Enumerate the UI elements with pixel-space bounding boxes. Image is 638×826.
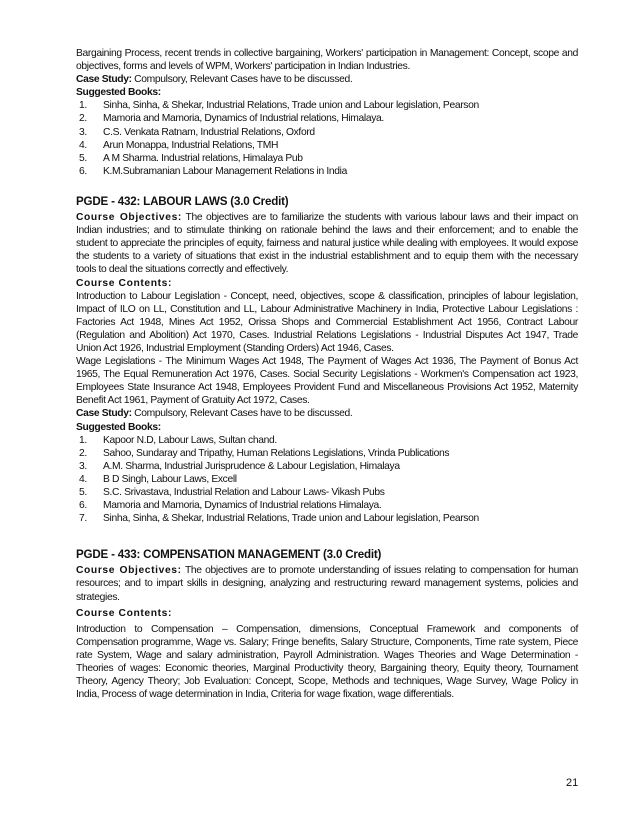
book-text: B D Singh, Labour Laws, Excell	[103, 473, 237, 485]
list-item	[76, 112, 578, 125]
list-number: 7.	[79, 513, 87, 525]
list-item	[76, 152, 578, 165]
list-number: 4.	[79, 139, 87, 151]
book-text: A M Sharma. Industrial relations, Himalaya Pub	[103, 152, 303, 164]
course-contents-paragraph: Introduction to Compensation – Compensation, dimensions, Conceptual Framework and components of Compensation programme, Wage vs. Salary; Fringe benefits, Salary Structure, Components, Time rate system, Piece rate System, Wage and salary administration, Payroll Administration. Wages Theories and Wage Determination - Theories of wages: Economic theories, Marginal Productivity theory, Bargaining theory, Equity theory, Tournament Theory, Agency Theory; Job Evaluation: Concept, Scope, Methods and techniques, Wage Survey, Wage Policy in India, Process of wage determination in India, Criteria for wage fixation, wage differentials.	[76, 623, 578, 701]
book-text: A.M. Sharma, Industrial Jurisprudence & Labour Legislation, Himalaya	[103, 460, 400, 472]
list-number: 5.	[79, 487, 87, 498]
list-number: 2.	[79, 447, 87, 459]
section-title-labour-laws: PGDE - 432: LABOUR LAWS (3.0 Credit)	[76, 194, 289, 208]
list-item	[76, 460, 578, 473]
course-objectives	[76, 211, 578, 276]
list-item	[76, 434, 578, 447]
list-item	[76, 447, 578, 460]
book-text: Sahoo, Sundaray and Tripathy, Human Relations Legislations, Vrinda Publications	[103, 447, 450, 459]
course-objectives-text: The objectives are to familiarize the students with various labour laws and their impact on Indian industries; and to stimulate thinking on rationale behind the laws and their enforcement; and to enable the student to appreciate the principles of equity, fairness and natural justice while dealing with employees. It would expose the students to a variety of situations that exist in the industrial establishment and to equip them with the necessary tools to deal the situations correctly and effectively.	[76, 212, 578, 276]
list-item	[76, 486, 578, 499]
suggested-books-label: Suggested Books:	[76, 87, 161, 99]
course-contents-paragraph: Wage Legislations - The Minimum Wages Act 1948, The Payment of Wages Act 1936, The Payment of Bonus Act 1965, The Equal Remuneration Act 1976, Cases. Social Security Legislations - Workmen's Compensation act 1923, Employees State Insurance Act 1948, Employees Provident Fund and Miscellaneous Provisions Act 1952, Maternity Benefit Act 1961, Payment of Gratuity Act 1972, Cases.	[76, 356, 578, 407]
case-study-line	[76, 73, 578, 86]
book-text: S.C. Srivastava, Industrial Relation and Labour Laws- Vikash Pubs	[103, 487, 385, 498]
course-objectives-label: Course Objectives:	[76, 212, 182, 224]
course-contents-label: Course Contents:	[76, 277, 172, 289]
list-number: 3.	[79, 460, 87, 472]
list-number: 3.	[79, 126, 87, 138]
book-text: Mamoria and Mamoria, Dynamics of Industrial relations, Himalaya.	[103, 113, 384, 125]
course-contents-label: Course Contents:	[76, 607, 172, 619]
list-item	[76, 499, 578, 512]
case-study-label: Case Study:	[76, 74, 132, 86]
page-number: 21	[566, 777, 579, 789]
book-text: Sinha, Sinha, & Shekar, Industrial Relations, Trade union and Labour legislation, Pearson	[103, 513, 479, 525]
list-item	[76, 139, 578, 152]
list-item	[76, 126, 578, 139]
course-objectives-text: The objectives are to promote understanding of issues relating to compensation for human resources; and to impart skills in designing, analyzing and restructuring reward management systems, policies and strategies.	[76, 565, 579, 603]
book-text: Sinha, Sinha, & Shekar, Industrial Relations, Trade union and Labour legislation, Pearson	[103, 100, 479, 112]
intro-paragraph: Bargaining Process, recent trends in collective bargaining, Workers' participation in Management: Concept, scope and objectives, forms and levels of WPM, Workers' participation in Indian Industries.	[76, 48, 578, 73]
list-number: 6.	[79, 500, 87, 512]
case-study-line	[76, 407, 578, 420]
case-study-text: Compulsory, Relevant Cases have to be discussed.	[131, 74, 353, 86]
book-text: K.M.Subramanian Labour Management Relations in India	[103, 165, 347, 177]
course-objectives-label: Course Objectives:	[76, 565, 182, 577]
list-number: 4.	[79, 473, 87, 485]
list-number: 1.	[79, 100, 87, 112]
book-text: C.S. Venkata Ratnam, Industrial Relations, Oxford	[103, 126, 315, 138]
course-objectives	[76, 564, 578, 603]
course-contents-paragraph: Introduction to Labour Legislation - Concept, need, objectives, scope & classification, principles of labour legislation, Impact of ILO on LL, Constitution and LL, Labour Administrative Machinery in India, Protective Labour Legislations : Factories Act 1948, Mines Act 1952, Orissa Shops and Commercial Establishment Act 1956, Contract Labour (Regulation and Abolition) Act 1970, Cases. Industrial Relations Legislations - Industrial Disputes Act 1947, Trade Union Act 1926, Industrial Employment (Standing Orders) Act 1946, Cases.	[76, 290, 578, 354]
suggested-books-label: Suggested Books:	[76, 421, 161, 433]
suggested-books-list	[76, 434, 578, 526]
page-content	[76, 47, 578, 701]
section-title-compensation: PGDE - 433: COMPENSATION MANAGEMENT (3.0 Credit)	[76, 548, 382, 562]
list-number: 2.	[79, 113, 87, 125]
list-item	[76, 512, 578, 525]
list-number: 6.	[79, 165, 87, 177]
suggested-books-list	[76, 99, 578, 178]
book-text: Arun Monappa, Industrial Relations, TMH	[103, 139, 279, 151]
case-study-label: Case Study:	[76, 408, 132, 420]
list-item	[76, 99, 578, 112]
book-text: Kapoor N.D, Labour Laws, Sultan chand.	[103, 434, 277, 446]
list-number: 5.	[79, 152, 87, 164]
case-study-text: Compulsory, Relevant Cases have to be discussed.	[131, 408, 353, 420]
list-item	[76, 165, 578, 178]
list-item	[76, 473, 578, 486]
list-number: 1.	[79, 434, 87, 446]
book-text: Mamoria and Mamoria, Dynamics of Industrial relations Himalaya.	[103, 500, 382, 512]
